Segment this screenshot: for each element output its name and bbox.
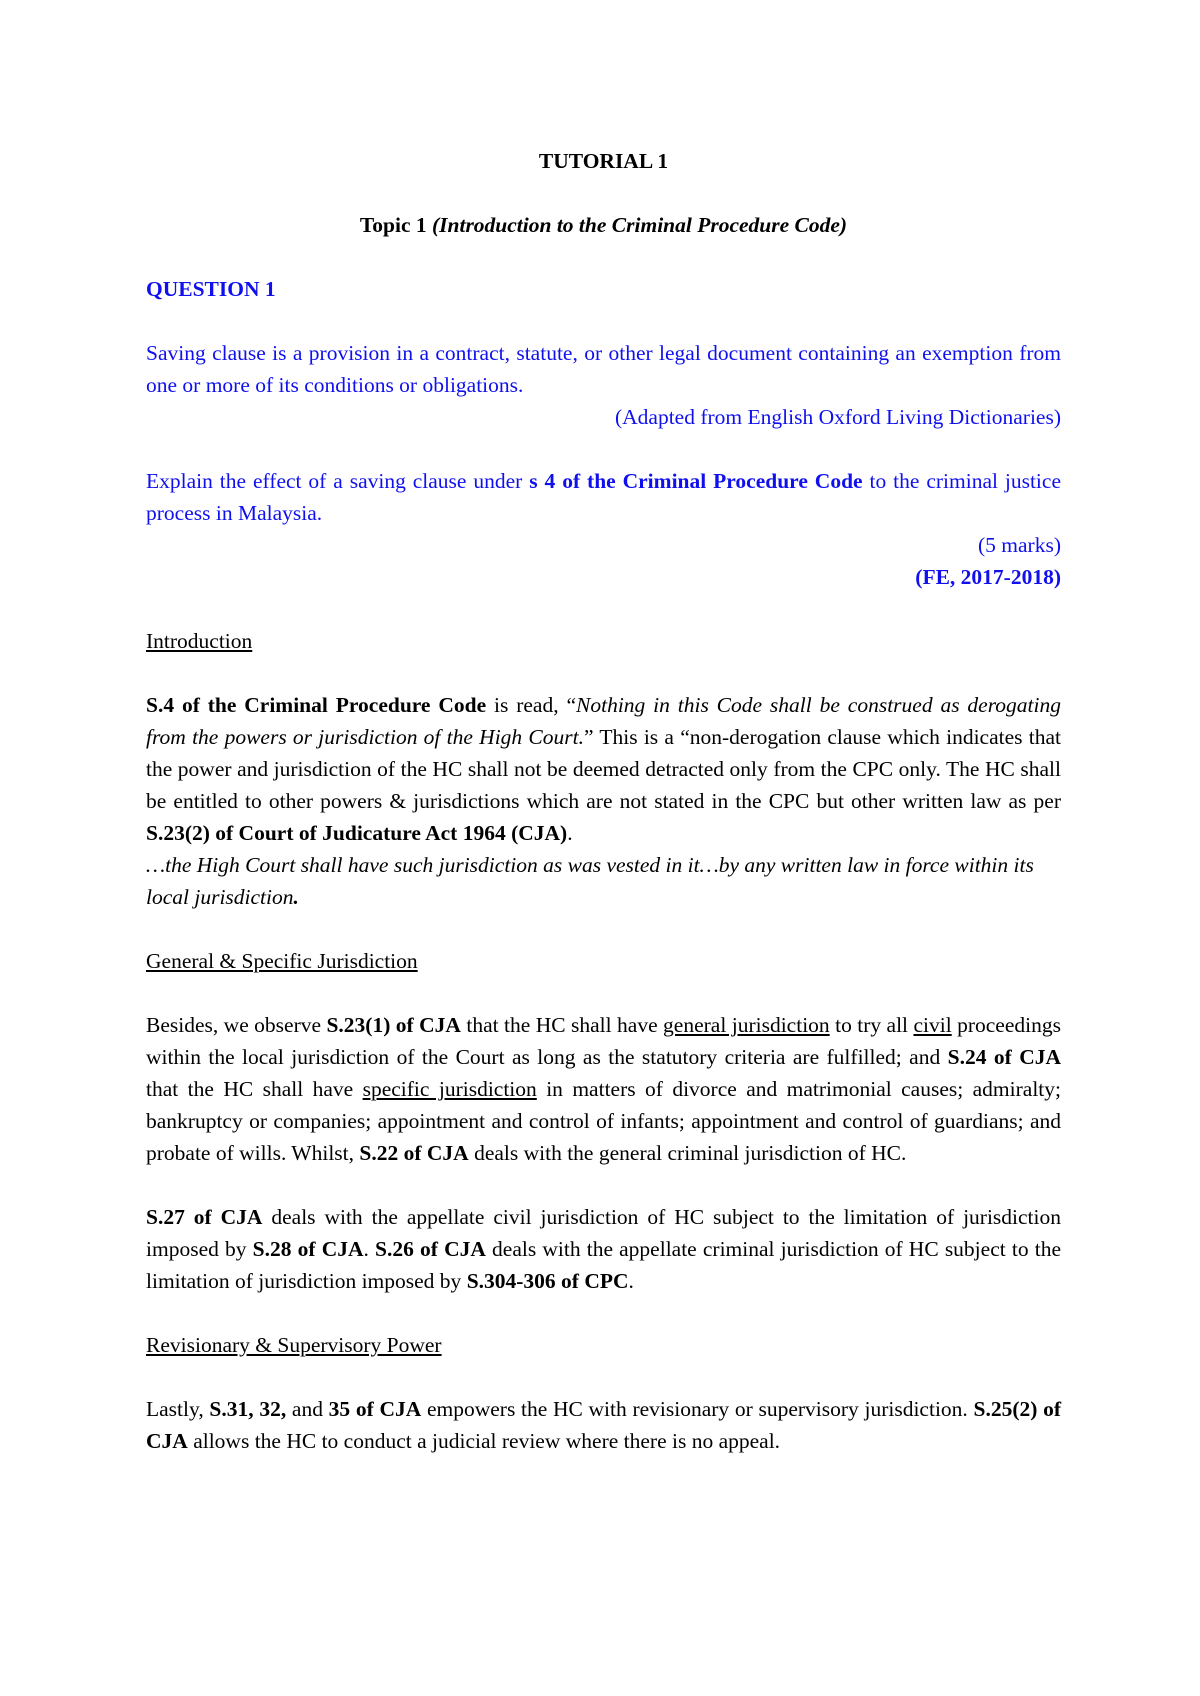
extract-text: …the High Court shall have such jurisdiction as was vested in it…by any written law in force within its local jurisdiction bbox=[146, 853, 1034, 909]
ref-s26-cja: S.26 of CJA bbox=[375, 1237, 486, 1261]
topic-line bbox=[146, 209, 1061, 241]
term-general-jurisdiction: general jurisdiction bbox=[663, 1013, 830, 1037]
general-paragraph bbox=[146, 1009, 1061, 1169]
revisionary-text-2: and bbox=[286, 1397, 329, 1421]
ref-s35-cja: 35 of CJA bbox=[328, 1397, 422, 1421]
general-text-5: that the HC shall have bbox=[146, 1077, 363, 1101]
general-text-7: deals with the general criminal jurisdiction of HC. bbox=[468, 1141, 907, 1165]
intro-text-2: ” This is a “non-derogation clause which indicates that the power and jurisdiction of the HC shall not be deemed detracted only from the CPC only. The HC shall be entitled to other powers & jurisdictions which are not stated in the CPC but other written law as per bbox=[146, 725, 1061, 813]
term-civil: civil bbox=[913, 1013, 952, 1037]
prompt-text-a: Explain the effect of a saving clause under bbox=[146, 469, 530, 493]
extract-end: . bbox=[293, 885, 299, 909]
question-exam: (FE, 2017-2018) bbox=[915, 565, 1061, 589]
general-text-6: in matters of divorce and matrimonial causes; admiralty; bankruptcy or companies; appointment and control of infants; appointment and control of guardians; and probate of wills. Whilst, bbox=[146, 1077, 1061, 1165]
prompt-text-b: to the criminal justice process in Malaysia. bbox=[146, 469, 1061, 525]
ref-s4-cpc: S.4 of the Criminal Procedure Code bbox=[146, 693, 487, 717]
revisionary-text-3: empowers the HC with revisionary or supervisory jurisdiction. bbox=[421, 1397, 974, 1421]
s4-quote: Nothing in this Code shall be construed as derogating from the powers or jurisdiction of the High Court. bbox=[146, 693, 1061, 749]
appellate-text-1: deals with the appellate civil jurisdiction of HC subject to the limitation of jurisdiction imposed by bbox=[146, 1205, 1062, 1261]
question-definition: Saving clause is a provision in a contract, statute, or other legal document containing an exemption from one or more of its conditions or obligations. bbox=[146, 341, 1061, 397]
document-title: TUTORIAL 1 bbox=[538, 149, 669, 173]
revisionary-text-1: Lastly, bbox=[146, 1397, 210, 1421]
topic-italic: (Introduction to the Criminal Procedure Code) bbox=[431, 213, 848, 237]
heading-revisionary: Revisionary & Supervisory Power bbox=[146, 1333, 442, 1357]
general-text-1: Besides, we observe bbox=[146, 1013, 327, 1037]
term-specific-jurisdiction: specific jurisdiction bbox=[362, 1077, 537, 1101]
general-text-2: that the HC shall have bbox=[460, 1013, 664, 1037]
question-label: QUESTION 1 bbox=[146, 277, 276, 301]
appellate-text-4: . bbox=[628, 1269, 634, 1293]
appellate-text-3: deals with the appellate criminal jurisdiction of HC subject to the limitation of jurisdiction imposed by bbox=[146, 1237, 1062, 1293]
prompt-bold: s 4 of the Criminal Procedure Code bbox=[529, 469, 863, 493]
ref-s25-2-cja: S.25(2) of CJA bbox=[146, 1397, 1062, 1453]
cja-extract bbox=[146, 849, 1061, 913]
question-source: (Adapted from English Oxford Living Dictionaries) bbox=[614, 405, 1061, 429]
ref-s31-32: S.31, 32, bbox=[209, 1397, 287, 1421]
appellate-paragraph bbox=[146, 1201, 1061, 1297]
question-marks: (5 marks) bbox=[978, 533, 1061, 557]
ref-s28-cja: S.28 of CJA bbox=[252, 1237, 364, 1261]
ref-s27-cja: S.27 of CJA bbox=[146, 1205, 263, 1229]
heading-introduction: Introduction bbox=[146, 629, 253, 653]
ref-s304-306-cpc: S.304-306 of CPC bbox=[466, 1269, 629, 1293]
heading-general-specific: General & Specific Jurisdiction bbox=[146, 949, 418, 973]
ref-s23-1-cja: S.23(1) of CJA bbox=[326, 1013, 461, 1037]
ref-s24-cja: S.24 of CJA bbox=[947, 1045, 1061, 1069]
appellate-text-2: . bbox=[363, 1237, 376, 1261]
question-prompt bbox=[146, 465, 1061, 529]
revisionary-paragraph bbox=[146, 1393, 1061, 1457]
revisionary-text-4: allows the HC to conduct a judicial review where there is no appeal. bbox=[187, 1429, 781, 1453]
ref-s22-cja: S.22 of CJA bbox=[359, 1141, 469, 1165]
topic-prefix: Topic 1 bbox=[359, 213, 432, 237]
document-body bbox=[146, 145, 1061, 1457]
intro-period: . bbox=[567, 821, 573, 845]
ref-s23-2-cja: S.23(2) of Court of Judicature Act 1964 (CJA) bbox=[146, 821, 568, 845]
general-text-4: proceedings within the local jurisdiction of the Court as long as the statutory criteria are fulfilled; and bbox=[146, 1013, 1061, 1069]
intro-text-1: is read, “ bbox=[486, 693, 576, 717]
introduction-paragraph bbox=[146, 689, 1061, 849]
general-text-3: to try all bbox=[829, 1013, 914, 1037]
